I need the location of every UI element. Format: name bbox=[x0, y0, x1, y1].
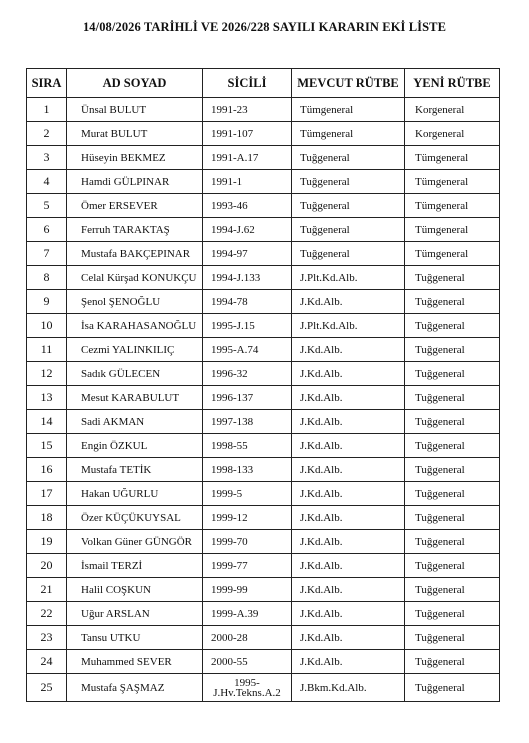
table-row bbox=[27, 506, 500, 530]
cell-sicil: 1996-32 bbox=[203, 362, 292, 386]
cell-sira: 9 bbox=[27, 290, 67, 314]
table-row bbox=[27, 602, 500, 626]
cell-yeni-rutbe: Tümgeneral bbox=[405, 194, 500, 218]
table-row bbox=[27, 122, 500, 146]
cell-sira: 1 bbox=[27, 98, 67, 122]
cell-mevcut-rutbe: J.Kd.Alb. bbox=[292, 338, 405, 362]
cell-sira: 24 bbox=[27, 650, 67, 674]
cell-yeni-rutbe: Tuğgeneral bbox=[405, 506, 500, 530]
cell-sira: 25 bbox=[27, 674, 67, 702]
cell-ad-soyad: Murat BULUT bbox=[67, 122, 203, 146]
cell-mevcut-rutbe: J.Kd.Alb. bbox=[292, 554, 405, 578]
cell-mevcut-rutbe: J.Kd.Alb. bbox=[292, 650, 405, 674]
cell-sicil: 1994-78 bbox=[203, 290, 292, 314]
cell-mevcut-rutbe: J.Kd.Alb. bbox=[292, 626, 405, 650]
cell-mevcut-rutbe: Tümgeneral bbox=[292, 122, 405, 146]
cell-yeni-rutbe: Tuğgeneral bbox=[405, 434, 500, 458]
cell-ad-soyad: Mesut KARABULUT bbox=[67, 386, 203, 410]
table-row bbox=[27, 458, 500, 482]
cell-sicil: 1994-J.62 bbox=[203, 218, 292, 242]
cell-sicil bbox=[203, 674, 292, 702]
cell-sicil: 2000-28 bbox=[203, 626, 292, 650]
cell-sira: 10 bbox=[27, 314, 67, 338]
table-row bbox=[27, 554, 500, 578]
cell-sira: 15 bbox=[27, 434, 67, 458]
cell-ad-soyad: Engin ÖZKUL bbox=[67, 434, 203, 458]
cell-yeni-rutbe: Tuğgeneral bbox=[405, 338, 500, 362]
cell-yeni-rutbe: Tuğgeneral bbox=[405, 314, 500, 338]
table-row bbox=[27, 218, 500, 242]
cell-yeni-rutbe: Tuğgeneral bbox=[405, 626, 500, 650]
cell-mevcut-rutbe: J.Kd.Alb. bbox=[292, 290, 405, 314]
cell-ad-soyad: Hakan UĞURLU bbox=[67, 482, 203, 506]
cell-sira: 3 bbox=[27, 146, 67, 170]
table-row bbox=[27, 266, 500, 290]
cell-mevcut-rutbe: J.Kd.Alb. bbox=[292, 434, 405, 458]
cell-yeni-rutbe: Korgeneral bbox=[405, 98, 500, 122]
cell-sicil: 1999-5 bbox=[203, 482, 292, 506]
cell-sicil: 1999-99 bbox=[203, 578, 292, 602]
promotion-table bbox=[26, 68, 500, 702]
cell-sira: 8 bbox=[27, 266, 67, 290]
cell-mevcut-rutbe: J.Kd.Alb. bbox=[292, 602, 405, 626]
cell-sicil: 2000-55 bbox=[203, 650, 292, 674]
cell-yeni-rutbe: Tümgeneral bbox=[405, 218, 500, 242]
cell-sira: 6 bbox=[27, 218, 67, 242]
cell-yeni-rutbe: Tuğgeneral bbox=[405, 362, 500, 386]
cell-sicil: 1999-12 bbox=[203, 506, 292, 530]
table-row bbox=[27, 674, 500, 702]
cell-ad-soyad: Mustafa ŞAŞMAZ bbox=[67, 674, 203, 702]
cell-yeni-rutbe: Tuğgeneral bbox=[405, 410, 500, 434]
cell-yeni-rutbe: Tuğgeneral bbox=[405, 386, 500, 410]
table-row bbox=[27, 530, 500, 554]
table-row bbox=[27, 434, 500, 458]
cell-ad-soyad: Mustafa TETİK bbox=[67, 458, 203, 482]
cell-yeni-rutbe: Tuğgeneral bbox=[405, 602, 500, 626]
cell-mevcut-rutbe: J.Kd.Alb. bbox=[292, 410, 405, 434]
cell-yeni-rutbe: Tuğgeneral bbox=[405, 290, 500, 314]
cell-mevcut-rutbe: J.Kd.Alb. bbox=[292, 386, 405, 410]
cell-sira: 21 bbox=[27, 578, 67, 602]
cell-ad-soyad: Ferruh TARAKTAŞ bbox=[67, 218, 203, 242]
cell-yeni-rutbe: Korgeneral bbox=[405, 122, 500, 146]
cell-yeni-rutbe: Tuğgeneral bbox=[405, 530, 500, 554]
cell-yeni-rutbe: Tümgeneral bbox=[405, 170, 500, 194]
header-sicili: SİCİLİ bbox=[203, 69, 292, 98]
cell-sicil: 1998-133 bbox=[203, 458, 292, 482]
cell-ad-soyad: Sadi AKMAN bbox=[67, 410, 203, 434]
cell-yeni-rutbe: Tümgeneral bbox=[405, 146, 500, 170]
cell-sicil: 1991-A.17 bbox=[203, 146, 292, 170]
cell-sicil: 1999-A.39 bbox=[203, 602, 292, 626]
table-row bbox=[27, 194, 500, 218]
cell-ad-soyad: Ünsal BULUT bbox=[67, 98, 203, 122]
cell-yeni-rutbe: Tuğgeneral bbox=[405, 482, 500, 506]
header-sira: SIRA bbox=[27, 69, 67, 98]
cell-sira: 23 bbox=[27, 626, 67, 650]
cell-mevcut-rutbe: Tuğgeneral bbox=[292, 218, 405, 242]
cell-sicil: 1991-107 bbox=[203, 122, 292, 146]
cell-ad-soyad: Hamdi GÜLPINAR bbox=[67, 170, 203, 194]
table-body bbox=[27, 98, 500, 702]
cell-ad-soyad: Volkan Güner GÜNGÖR bbox=[67, 530, 203, 554]
cell-mevcut-rutbe: Tümgeneral bbox=[292, 98, 405, 122]
cell-ad-soyad: Celal Kürşad KONUKÇU bbox=[67, 266, 203, 290]
table-row bbox=[27, 170, 500, 194]
table-row bbox=[27, 146, 500, 170]
cell-sicil: 1991-1 bbox=[203, 170, 292, 194]
table-row bbox=[27, 650, 500, 674]
cell-yeni-rutbe: Tümgeneral bbox=[405, 242, 500, 266]
table-row bbox=[27, 290, 500, 314]
cell-ad-soyad: Mustafa BAKÇEPINAR bbox=[67, 242, 203, 266]
cell-ad-soyad: Hüseyin BEKMEZ bbox=[67, 146, 203, 170]
cell-ad-soyad: Cezmi YALINKILIÇ bbox=[67, 338, 203, 362]
cell-mevcut-rutbe: Tuğgeneral bbox=[292, 146, 405, 170]
cell-ad-soyad: Özer KÜÇÜKUYSAL bbox=[67, 506, 203, 530]
table-row bbox=[27, 482, 500, 506]
cell-ad-soyad: Sadık GÜLECEN bbox=[67, 362, 203, 386]
cell-mevcut-rutbe: J.Kd.Alb. bbox=[292, 530, 405, 554]
cell-sira: 5 bbox=[27, 194, 67, 218]
cell-yeni-rutbe: Tuğgeneral bbox=[405, 578, 500, 602]
cell-sicil: 1999-70 bbox=[203, 530, 292, 554]
cell-yeni-rutbe: Tuğgeneral bbox=[405, 458, 500, 482]
table-row bbox=[27, 362, 500, 386]
table-row bbox=[27, 410, 500, 434]
cell-ad-soyad: Uğur ARSLAN bbox=[67, 602, 203, 626]
cell-sicil: 1999-77 bbox=[203, 554, 292, 578]
cell-sira: 14 bbox=[27, 410, 67, 434]
document-title: 14/08/2026 TARİHLİ VE 2026/228 SAYILI KARARIN EKİ LİSTE bbox=[82, 20, 447, 34]
table-row bbox=[27, 314, 500, 338]
table-row bbox=[27, 242, 500, 266]
cell-sira: 20 bbox=[27, 554, 67, 578]
cell-sira: 7 bbox=[27, 242, 67, 266]
cell-sicil: 1994-J.133 bbox=[203, 266, 292, 290]
cell-sicil: 1991-23 bbox=[203, 98, 292, 122]
table-row bbox=[27, 338, 500, 362]
cell-sira: 17 bbox=[27, 482, 67, 506]
cell-mevcut-rutbe: Tuğgeneral bbox=[292, 194, 405, 218]
cell-ad-soyad: Ömer ERSEVER bbox=[67, 194, 203, 218]
cell-sicil: 1998-55 bbox=[203, 434, 292, 458]
cell-yeni-rutbe: Tuğgeneral bbox=[405, 650, 500, 674]
table-row bbox=[27, 98, 500, 122]
cell-sicil: 1995-A.74 bbox=[203, 338, 292, 362]
cell-sicil: 1995-J.15 bbox=[203, 314, 292, 338]
cell-mevcut-rutbe: Tuğgeneral bbox=[292, 242, 405, 266]
cell-mevcut-rutbe: J.Kd.Alb. bbox=[292, 506, 405, 530]
cell-ad-soyad: Muhammed SEVER bbox=[67, 650, 203, 674]
cell-ad-soyad: Halil COŞKUN bbox=[67, 578, 203, 602]
cell-mevcut-rutbe: J.Kd.Alb. bbox=[292, 362, 405, 386]
cell-sira: 13 bbox=[27, 386, 67, 410]
cell-sicil: 1994-97 bbox=[203, 242, 292, 266]
cell-sira: 11 bbox=[27, 338, 67, 362]
table-row bbox=[27, 386, 500, 410]
table-row bbox=[27, 626, 500, 650]
cell-sira: 18 bbox=[27, 506, 67, 530]
cell-mevcut-rutbe: J.Kd.Alb. bbox=[292, 578, 405, 602]
cell-sira: 2 bbox=[27, 122, 67, 146]
cell-sicil-line2: J.Hv.Tekns.A.2 bbox=[213, 686, 281, 699]
cell-sicil: 1997-138 bbox=[203, 410, 292, 434]
cell-mevcut-rutbe: J.Kd.Alb. bbox=[292, 458, 405, 482]
cell-mevcut-rutbe: J.Kd.Alb. bbox=[292, 482, 405, 506]
cell-yeni-rutbe: Tuğgeneral bbox=[405, 674, 500, 702]
table-row bbox=[27, 578, 500, 602]
cell-sira: 16 bbox=[27, 458, 67, 482]
cell-sira: 12 bbox=[27, 362, 67, 386]
cell-ad-soyad: İsa KARAHASANOĞLU bbox=[67, 314, 203, 338]
cell-ad-soyad: Şenol ŞENOĞLU bbox=[67, 290, 203, 314]
cell-mevcut-rutbe: J.Plt.Kd.Alb. bbox=[292, 266, 405, 290]
cell-mevcut-rutbe: Tuğgeneral bbox=[292, 170, 405, 194]
cell-ad-soyad: Tansu UTKU bbox=[67, 626, 203, 650]
cell-sicil-line1: 1995- bbox=[234, 676, 260, 689]
cell-ad-soyad: İsmail TERZİ bbox=[67, 554, 203, 578]
cell-sira: 22 bbox=[27, 602, 67, 626]
header-ad-soyad: AD SOYAD bbox=[67, 69, 203, 98]
cell-sicil: 1996-137 bbox=[203, 386, 292, 410]
header-mevcut-rutbe: MEVCUT RÜTBE bbox=[292, 69, 405, 98]
header-yeni-rutbe: YENİ RÜTBE bbox=[405, 69, 500, 98]
cell-sicil: 1993-46 bbox=[203, 194, 292, 218]
cell-sira: 19 bbox=[27, 530, 67, 554]
cell-yeni-rutbe: Tuğgeneral bbox=[405, 266, 500, 290]
cell-yeni-rutbe: Tuğgeneral bbox=[405, 554, 500, 578]
cell-sira: 4 bbox=[27, 170, 67, 194]
cell-mevcut-rutbe: J.Bkm.Kd.Alb. bbox=[292, 674, 405, 702]
table-header-row bbox=[27, 69, 500, 98]
cell-mevcut-rutbe: J.Plt.Kd.Alb. bbox=[292, 314, 405, 338]
